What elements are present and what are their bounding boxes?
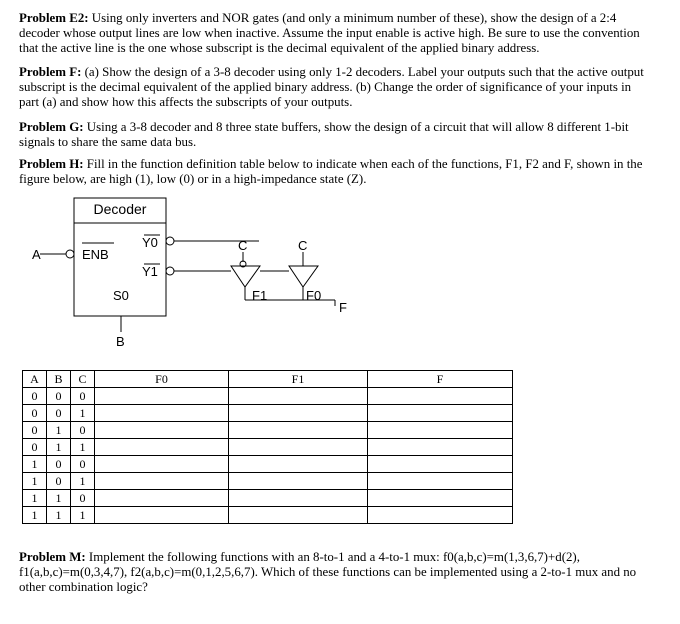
cell-f1[interactable]	[229, 388, 368, 405]
cell-b: 0	[47, 473, 71, 490]
cell-f[interactable]	[368, 388, 513, 405]
problem-m-title: Problem M:	[19, 550, 86, 564]
header-a: A	[23, 371, 47, 388]
table-row	[23, 388, 513, 405]
cell-f[interactable]	[368, 456, 513, 473]
cell-a: 1	[23, 456, 47, 473]
table-header-row	[23, 371, 513, 388]
cell-f1[interactable]	[229, 422, 368, 439]
cell-f1[interactable]	[229, 456, 368, 473]
y1-bubble	[166, 267, 174, 275]
problem-e2-text: Using only inverters and NOR gates (and only a minimum number of these), show the design of a 2:4 decoder whose output lines are low when inactive. Assume the input enable is active high. Be sure to use the convention that the active line is the one whose subscript is the decimal equivalent of the applied binary address.	[19, 11, 640, 55]
decoder-title: Decoder	[93, 201, 147, 217]
output-y0-label: Y0	[142, 235, 158, 250]
table-row	[23, 456, 513, 473]
enable-bubble	[66, 250, 74, 258]
problem-h-text: Fill in the function definition table below to indicate when each of the functions, F1, F2 and F, shown in the figure below, are high (1), low (0) or in a high-impedance state (Z).	[19, 157, 643, 186]
problem-f	[19, 65, 649, 110]
cell-a: 1	[23, 473, 47, 490]
cell-a: 0	[23, 388, 47, 405]
table-row	[23, 490, 513, 507]
cell-a: 0	[23, 405, 47, 422]
cell-f[interactable]	[368, 422, 513, 439]
problem-e2	[19, 11, 649, 56]
cell-f[interactable]	[368, 490, 513, 507]
buffer-2-label: F0	[306, 288, 322, 303]
input-a-label: A	[32, 247, 41, 262]
cell-f0[interactable]	[95, 388, 229, 405]
table-row	[23, 405, 513, 422]
cell-b: 1	[47, 507, 71, 524]
header-c: C	[71, 371, 95, 388]
cell-a: 0	[23, 439, 47, 456]
output-f-label: F	[339, 300, 347, 315]
header-f1: F1	[229, 371, 368, 388]
cell-c: 0	[71, 490, 95, 507]
cell-b: 1	[47, 422, 71, 439]
cell-f0[interactable]	[95, 473, 229, 490]
decoder-circuit-figure	[0, 192, 680, 362]
cell-c: 1	[71, 405, 95, 422]
table-row	[23, 439, 513, 456]
buffer-1-label: F1	[252, 288, 268, 303]
problem-m	[19, 550, 649, 595]
control-c1-label: C	[238, 238, 248, 253]
function-definition-table	[22, 370, 513, 524]
cell-c: 1	[71, 507, 95, 524]
cell-b: 0	[47, 456, 71, 473]
cell-a: 1	[23, 490, 47, 507]
header-f0: F0	[95, 371, 229, 388]
header-b: B	[47, 371, 71, 388]
problem-m-text: Implement the following functions with an 8-to-1 and a 4-to-1 mux: f0(a,b,c)=m(1,3,6,7)+d(2), f1(a,b,c)=m(0,3,4,7), f2(a,b,c)=m(0,1,2,5,6,7). Which of these functions can be implemented using a 2-to-1 mux and no other combination logic?	[19, 550, 637, 594]
cell-f[interactable]	[368, 473, 513, 490]
output-y1-label: Y1	[142, 264, 158, 279]
problem-f-text: (a) Show the design of a 3-8 decoder using only 1-2 decoders. Label your outputs such that the active output subscript is the decimal equivalent of the applied binary address. (b) Change the order of significance of your inputs in part (a) and show how this affects the subscripts of your outputs.	[19, 65, 644, 109]
header-f: F	[368, 371, 513, 388]
cell-b: 0	[47, 405, 71, 422]
cell-f0[interactable]	[95, 405, 229, 422]
cell-a: 1	[23, 507, 47, 524]
cell-b: 1	[47, 439, 71, 456]
input-b-label: B	[116, 334, 125, 349]
cell-f1[interactable]	[229, 439, 368, 456]
problem-h-title: Problem H:	[19, 157, 84, 171]
cell-f[interactable]	[368, 405, 513, 422]
table-row	[23, 422, 513, 439]
problem-g-text: Using a 3-8 decoder and 8 three state buffers, show the design of a circuit that will allow 8 different 1-bit signals to share the same data bus.	[19, 120, 629, 149]
select-label: S0	[113, 288, 129, 303]
cell-c: 0	[71, 422, 95, 439]
problem-h	[19, 157, 649, 187]
buffer-2-triangle	[289, 266, 318, 287]
cell-c: 1	[71, 439, 95, 456]
cell-a: 0	[23, 422, 47, 439]
table-row	[23, 507, 513, 524]
enable-label: ENB	[82, 247, 109, 262]
problem-g	[19, 120, 649, 150]
cell-f1[interactable]	[229, 473, 368, 490]
cell-f1[interactable]	[229, 405, 368, 422]
y0-bubble	[166, 237, 174, 245]
cell-f0[interactable]	[95, 422, 229, 439]
problem-g-title: Problem G:	[19, 120, 84, 134]
control-c2-label: C	[298, 238, 308, 253]
buffer-1-triangle	[231, 266, 260, 287]
cell-c: 1	[71, 473, 95, 490]
cell-b: 0	[47, 388, 71, 405]
cell-f0[interactable]	[95, 507, 229, 524]
cell-f0[interactable]	[95, 456, 229, 473]
cell-c: 0	[71, 456, 95, 473]
cell-f1[interactable]	[229, 507, 368, 524]
cell-f0[interactable]	[95, 439, 229, 456]
problem-f-title: Problem F:	[19, 65, 82, 79]
problem-e2-title: Problem E2:	[19, 11, 89, 25]
cell-b: 1	[47, 490, 71, 507]
cell-f[interactable]	[368, 439, 513, 456]
cell-f0[interactable]	[95, 490, 229, 507]
cell-f1[interactable]	[229, 490, 368, 507]
table-row	[23, 473, 513, 490]
cell-c: 0	[71, 388, 95, 405]
cell-f[interactable]	[368, 507, 513, 524]
